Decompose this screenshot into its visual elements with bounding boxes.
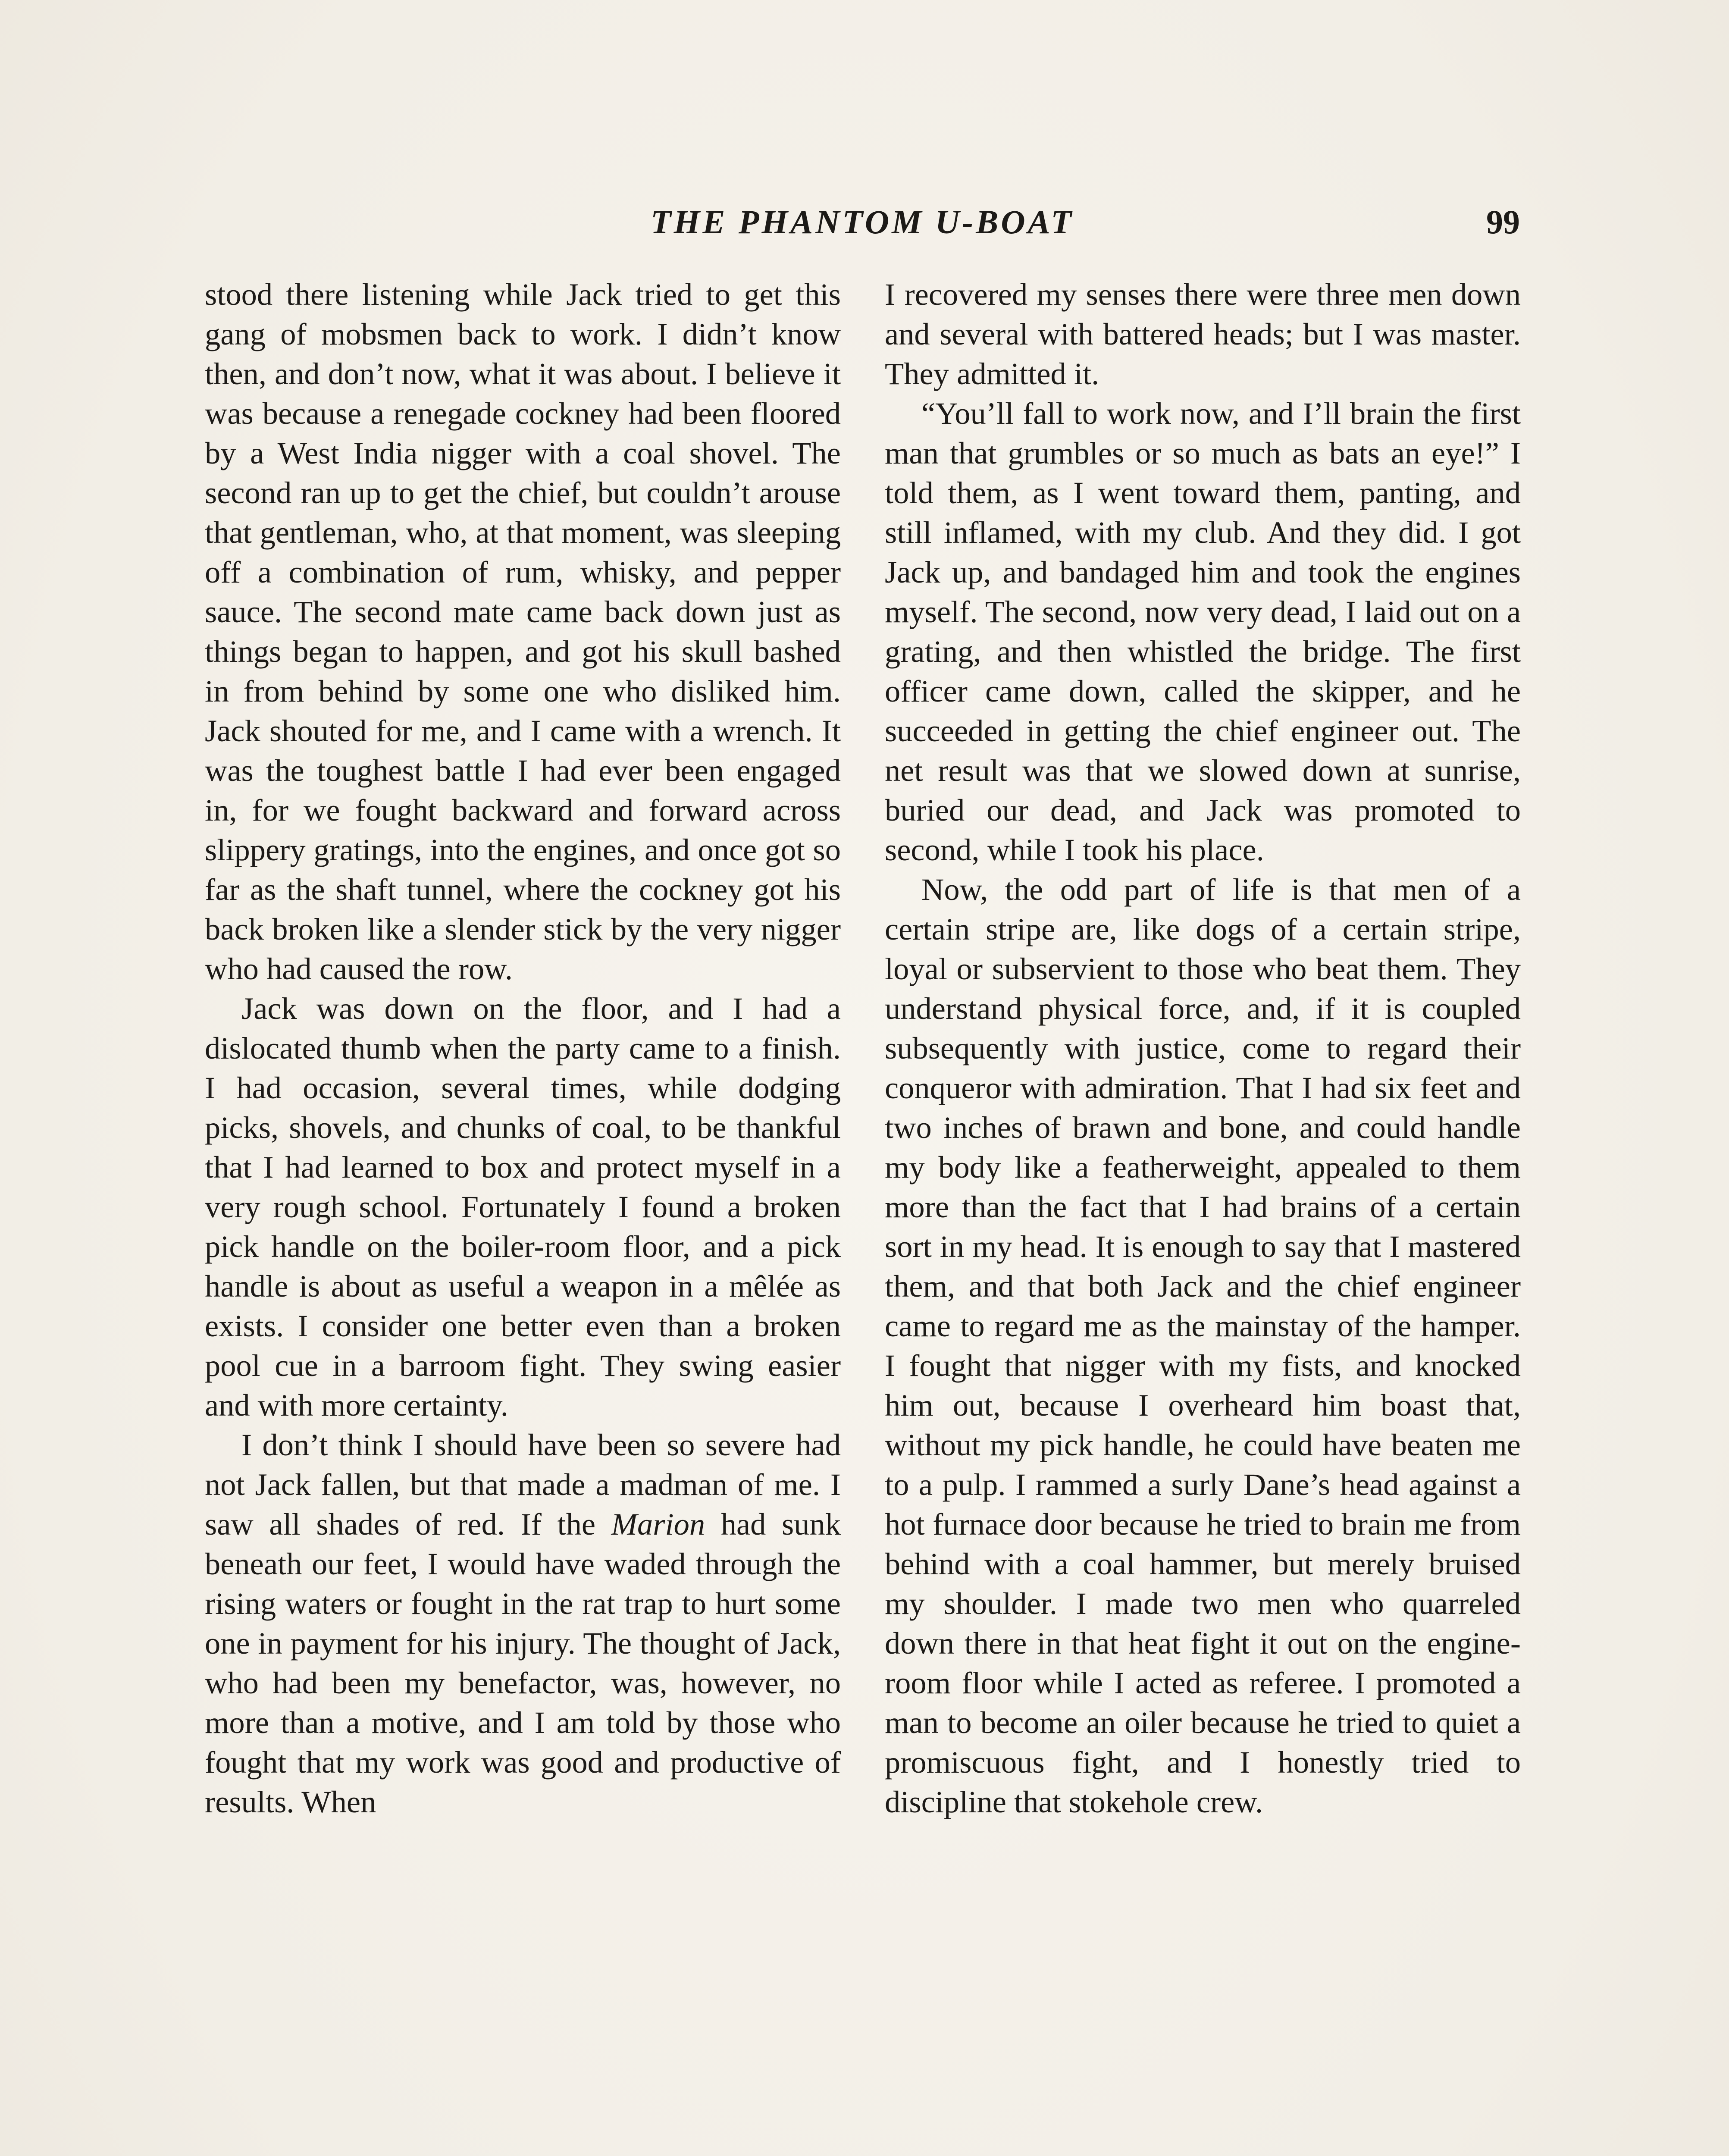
paragraph [205, 1425, 841, 1822]
paragraph: Now, the odd part of life is that men of a certain stripe are, like dogs of a certain stripe, loyal or subservient to those who beat them. They understand physical force, and, if it is coupled subsequently with justice, come to regard their conqueror with admiration. That I had six feet and two inches of brawn and bone, and could handle my body like a featherweight, appealed to them more than the fact that I had brains of a certain sort in my head. It is enough to say that I mastered them, and that both Jack and the chief engineer came to regard me as the mainstay of the hamper. I fought that nigger with my fists, and knocked him out, because I overheard him boast that, without my pick handle, he could have beaten me to a pulp. I rammed a surly Dane’s head against a hot furnace door because he tried to brain me from behind with a coal hammer, but merely bruised my shoulder. I made two men who quarreled down there in that heat fight it out on the engine-room floor while I acted as referee. I promoted a man to become an oiler because he tried to quiet a promiscuous fight, and I honestly tried to discipline that stokehole crew. [885, 872, 1521, 1819]
paragraph: “You’ll fall to work now, and I’ll brain the first man that grumbles or so much as bats an eye!” I told them, as I went toward them, panting, and still inflamed, with my club. And they did. I got Jack up, and bandaged him and took the engines myself. The second, now very dead, I laid out on a grating, and then whistled the bridge. The first officer came down, called the skipper, and he succeeded in getting the chief engineer out. The net result was that we slowed down at sunrise, buried our dead, and Jack was promoted to second, while I took his place. [885, 396, 1521, 867]
paragraph-text: I don’t think I should have been so severe had not Jack fallen, but that made a madman of me. I saw all shades of red. If the [205, 1427, 841, 1542]
paragraph: Jack was down on the floor, and I had a dislocated thumb when the party came to a finish. I had occasion, several times, while dodging picks, shovels, and chunks of coal, to be thankful that I had learned to box and protect myself in a very rough school. Fortunately I found a broken pick handle on the boiler-room floor, and a pick handle is about as useful a weapon in a mêlée as exists. I consider one better even than a broken pool cue in a barroom fight. They swing easier and with more certainty. [205, 991, 841, 1423]
paragraph: stood there listening while Jack tried to get this gang of mobsmen back to work. I didn’t know then, and don’t now, what it was about. I believe it was because a renegade cockney had been floored by a West India nigger with a coal shovel. The second ran up to get the chief, but couldn’t arouse that gentleman, who, at that moment, was sleeping off a combination of rum, whisky, and pepper sauce. The second mate came back down just as things began to happen, and got his skull bashed in from behind by some one who disliked him. Jack shouted for me, and I came with a wrench. It was the toughest battle I had ever been engaged in, for we fought backward and forward across slippery gratings, into the engines, and once got so far as the shaft tunnel, where the cockney got his back broken like a slender stick by the very nigger who had caused the row. [205, 277, 841, 986]
right-column [885, 275, 1521, 1822]
running-header [205, 196, 1520, 248]
left-column [205, 275, 841, 1822]
paragraph-text: had sunk beneath our feet, I would have waded through the rising waters or fought in the rat trap to hurt some one in payment for his injury. The thought of Jack, who had been my benefactor, was, however, no more than a motive, and I am told by those who fought that my work was good and productive of results. When [205, 1507, 841, 1819]
ship-name: Marion [611, 1507, 705, 1542]
paragraph: I recovered my senses there were three men down and several with battered heads; but I was master. They admitted it. [885, 277, 1521, 391]
running-title: THE PHANTOM U-BOAT [651, 203, 1074, 241]
page-number: 99 [1486, 203, 1520, 241]
